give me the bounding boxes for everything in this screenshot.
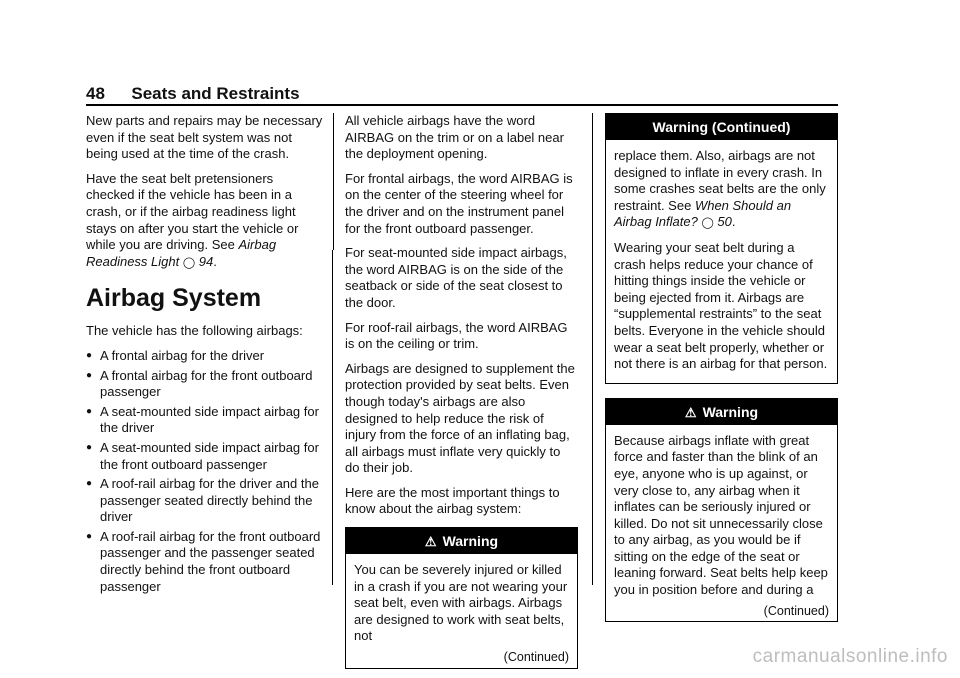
header-rule [86, 104, 838, 106]
paragraph: Have the seat belt pretensioners checked if the vehicle has been in a crash, or if the airbag readiness light stays on after you start the vehicle or while you are driving. See Airbag Readiness Light ◯ 94. [86, 170, 299, 269]
list-item: ● A frontal airbag for the front outboard passenger [86, 368, 324, 401]
paragraph: Here are the most important things to know about the airbag system: [345, 484, 560, 517]
page-header [86, 84, 838, 104]
warning-text-part: replace them. Also, airbags are not designed to inflate in every crash. In some crashes seat belts are the only restraint. See [614, 148, 826, 213]
warning-title: Warning [702, 403, 759, 420]
list-item: ● A seat-mounted side impact airbag for the front outboard passenger [86, 440, 324, 473]
paragraph-text: Have the seat belt pretensioners checked if the vehicle has been in a crash, or if the airbag readiness light stays on after you start the vehicle or while you are driving. See [86, 170, 299, 253]
column-middle [345, 113, 578, 669]
warning-text: Because airbags inflate with great force and faster than the blink of an eye, anyone who is up against, or very close to, any airbag when it inflates can be seriously injured or killed. Do not sit unnecessarily close to any airbag, as you would be if sitting on the edge of the seat or leaning forward. Seat belts help keep you in position before and during a [614, 432, 828, 598]
page-reference-number[interactable]: 50 [717, 214, 732, 230]
section-title: Seats and Restraints [131, 84, 300, 103]
warning-box [605, 398, 838, 623]
warning-header: Warning (Continued) [606, 114, 837, 140]
paragraph: The vehicle has the following airbags: [86, 323, 303, 339]
paragraph: For seat-mounted side impact airbags, the word AIRBAG is on the side of the seatback or side of the seat closest to the door. [345, 245, 567, 310]
paragraph: All vehicle airbags have the word AIRBAG on the trim or on a label near the deployment opening. [345, 113, 564, 162]
warning-triangle-icon: ⚠ [424, 534, 437, 550]
page-reference-number[interactable]: 94 [198, 253, 214, 269]
page-reference-icon: ◯ [182, 256, 196, 269]
section-heading: Airbag System [86, 284, 262, 313]
warning-text: replace them. Also, airbags are not designed to inflate in every crash. In some crashes seat belts are the only restraint. See When Should an Airbag Inflate? ◯ 50. [614, 148, 826, 230]
warning-continued-box [605, 113, 838, 384]
list-item: ● A frontal airbag for the driver [86, 348, 324, 365]
paragraph: For frontal airbags, the word AIRBAG is on the center of the steering wheel for the driver and on the instrument panel for the front outboard passenger. [345, 170, 573, 236]
list-item: ● A roof-rail airbag for the driver and the passenger seated directly behind the driver [86, 476, 324, 526]
list-item: ● A seat-mounted side impact airbag for the driver [86, 404, 324, 437]
watermark: carmanualsonline.info [752, 646, 948, 667]
column-right [605, 113, 838, 622]
cross-reference-link[interactable]: Airbag Readiness Light [86, 237, 277, 269]
list-item: ● A roof-rail airbag for the front outboard passenger and the passenger seated directly behind the front outboard passenger [86, 529, 324, 595]
page-reference-icon: ◯ [701, 217, 714, 230]
column-divider [333, 113, 334, 250]
warning-body [606, 425, 837, 622]
warning-text: You can be severely injured or killed in a crash if you are not wearing your seat belt, even with airbags. Airbags are designed to work with seat belts, not [354, 562, 568, 644]
paragraph: Airbags are designed to supplement the protection provided by seat belts. Even though today's airbags are also designed to help reduce the risk of injury from the force of an inflating bag, all airbags must inflate very quickly to do their job. [345, 360, 575, 476]
airbag-list [86, 348, 324, 595]
continued-label: (Continued) [503, 650, 569, 665]
paragraph: For roof-rail airbags, the word AIRBAG is on the ceiling or trim. [345, 319, 568, 352]
warning-header [346, 528, 577, 554]
warning-header [606, 399, 837, 425]
paragraph: New parts and repairs may be necessary even if the seat belt system was not being used at the time of the crash. [86, 113, 323, 162]
warning-body [606, 140, 837, 383]
warning-body [346, 554, 577, 668]
column-divider [592, 113, 593, 585]
warning-text: Wearing your seat belt during a crash helps reduce your chance of hitting things inside the vehicle or being ejected from it. Airbags are “supplemental restraints” to the seat belts. Everyone in the vehicle should wear a seat belt properly, whether or not there is an airbag for that person. [614, 239, 828, 372]
column-divider [332, 250, 333, 585]
cross-reference-link[interactable]: When Should an Airbag Inflate? [614, 197, 792, 230]
warning-title: Warning [442, 533, 499, 550]
warning-box [345, 527, 578, 669]
warning-triangle-icon: ⚠ [684, 404, 697, 420]
continued-label: (Continued) [763, 603, 829, 618]
column-left [86, 113, 324, 598]
page-number: 48 [86, 84, 105, 103]
